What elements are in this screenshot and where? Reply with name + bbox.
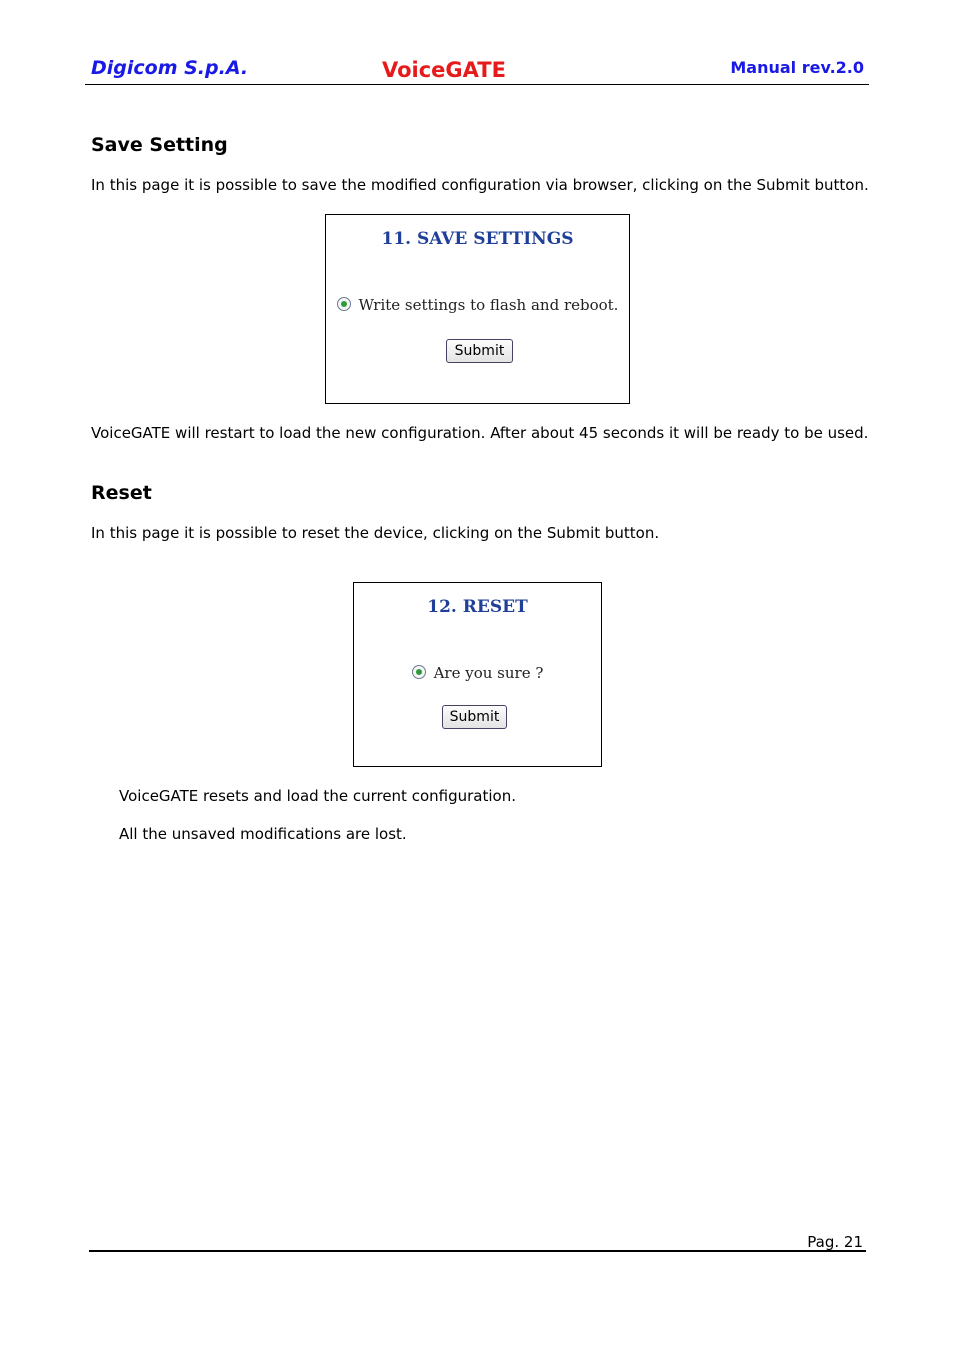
company-name: Digicom S.p.A.	[91, 57, 249, 79]
save-setting-heading: Save Setting	[91, 134, 228, 156]
page-number: Pag. 21	[807, 1233, 863, 1251]
confirm-reset-radio[interactable]	[412, 665, 426, 679]
reset-heading: Reset	[91, 482, 152, 504]
save-setting-intro: In this page it is possible to save the modified configuration via browser, clicking on the Submit button.	[91, 176, 869, 194]
save-setting-note: VoiceGATE will restart to load the new configuration. After about 45 seconds it will be ready to be used.	[91, 424, 869, 442]
write-flash-label: Write settings to flash and reboot.	[358, 296, 619, 314]
reset-intro: In this page it is possible to reset the device, clicking on the Submit button.	[91, 524, 660, 542]
footer-divider	[89, 1250, 866, 1252]
reset-option	[354, 664, 601, 682]
reset-note-2: All the unsaved modifications are lost.	[119, 825, 407, 843]
reset-panel	[353, 582, 602, 767]
save-settings-submit-button[interactable]: Submit	[446, 339, 513, 363]
manual-revision: Manual rev.2.0	[730, 58, 864, 77]
reset-note-1: VoiceGATE resets and load the current configuration.	[119, 787, 516, 805]
write-flash-radio[interactable]	[337, 297, 351, 311]
reset-panel-title: 12. RESET	[427, 597, 528, 617]
header-divider	[85, 84, 869, 85]
save-settings-panel	[325, 214, 630, 404]
save-settings-panel-title: 11. SAVE SETTINGS	[381, 229, 574, 249]
product-name: VoiceGATE	[382, 58, 506, 82]
save-settings-option	[326, 296, 629, 314]
confirm-reset-label: Are you sure ?	[433, 664, 544, 682]
reset-submit-button[interactable]: Submit	[442, 705, 507, 729]
